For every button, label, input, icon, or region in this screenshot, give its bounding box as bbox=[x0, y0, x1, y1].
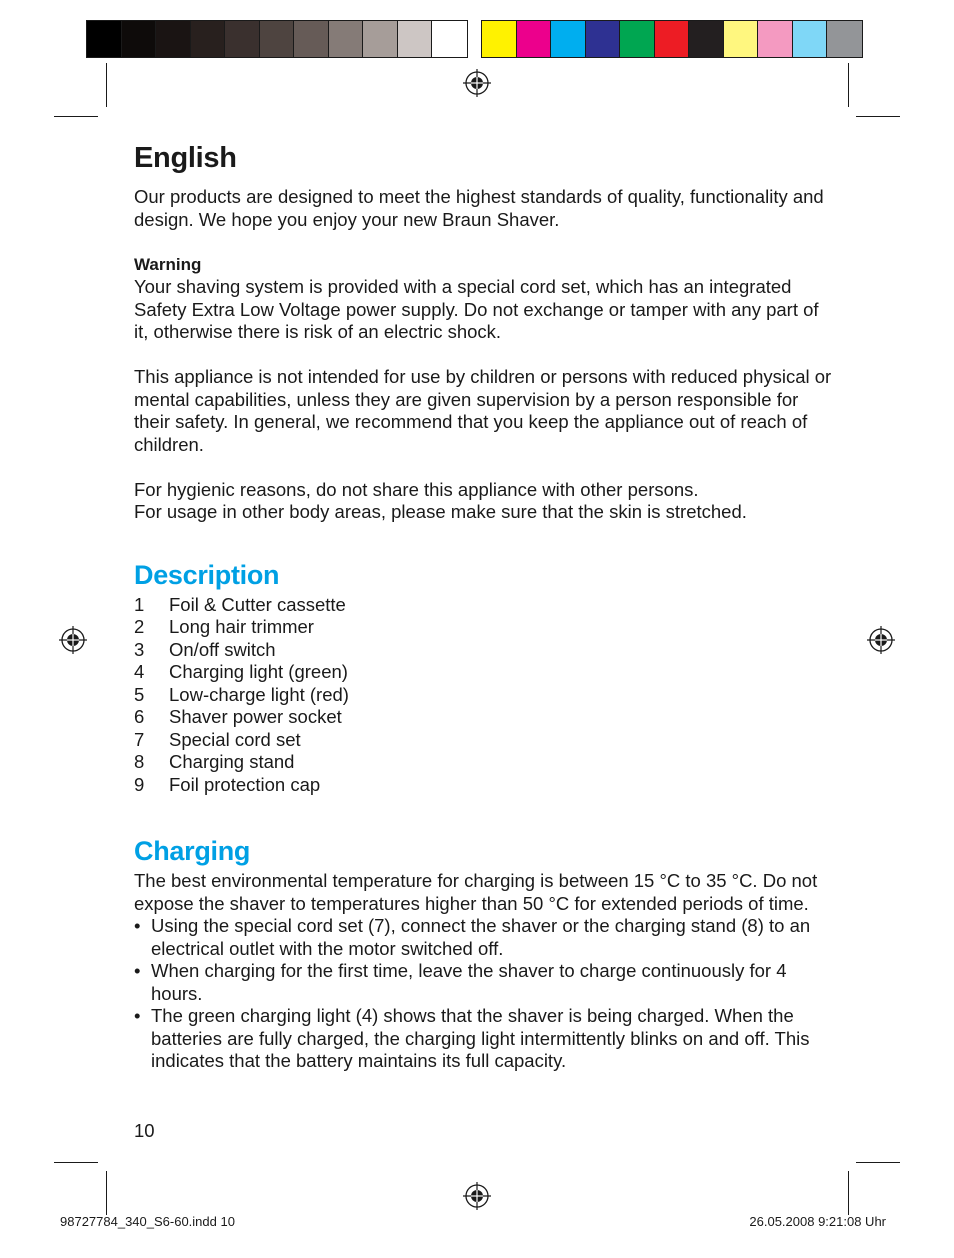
hygiene-line: For usage in other body areas, please make sure that the skin is stretched. bbox=[134, 501, 747, 522]
crop-mark bbox=[848, 1171, 849, 1215]
color-swatch bbox=[517, 21, 552, 57]
item-label: Low-charge light (red) bbox=[169, 683, 349, 705]
registration-mark-icon bbox=[463, 1182, 491, 1210]
list-item bbox=[134, 594, 834, 617]
list-item bbox=[134, 639, 834, 662]
charging-steps bbox=[134, 915, 834, 1073]
gray-swatch bbox=[329, 21, 364, 57]
color-swatch bbox=[586, 21, 621, 57]
print-slug-file: 98727784_340_S6-60.indd 10 bbox=[60, 1214, 235, 1229]
list-item bbox=[134, 729, 834, 752]
gray-swatch bbox=[294, 21, 329, 57]
item-number: 2 bbox=[134, 616, 145, 637]
intro-paragraph: Our products are designed to meet the highest standards of quality, functionality and design. We hope you enjoy your new Braun Shaver. bbox=[134, 186, 824, 230]
item-number: 3 bbox=[134, 638, 145, 660]
color-calibration-bar bbox=[481, 20, 863, 58]
list-item bbox=[134, 774, 834, 797]
item-number: 9 bbox=[134, 773, 145, 795]
warning-heading: Warning bbox=[134, 254, 202, 274]
item-number: 1 bbox=[134, 593, 145, 615]
charging-heading: Charging bbox=[134, 836, 251, 866]
gray-swatch bbox=[156, 21, 191, 57]
item-number: 8 bbox=[134, 751, 145, 772]
gray-swatch bbox=[225, 21, 260, 57]
color-swatch bbox=[724, 21, 759, 57]
color-swatch bbox=[482, 21, 517, 57]
registration-mark-icon bbox=[59, 626, 87, 654]
item-label: On/off switch bbox=[169, 638, 276, 660]
charging-intro: The best environmental temperature for charging is between 15 °C to 35 °C. Do not expose the shaver to temperatures higher than 50 °C for extended periods of time. bbox=[134, 870, 818, 914]
crop-mark bbox=[856, 116, 900, 117]
registration-mark-icon bbox=[463, 69, 491, 97]
item-number: 5 bbox=[134, 683, 145, 705]
item-label: Special cord set bbox=[169, 728, 301, 750]
gray-swatch bbox=[87, 21, 122, 57]
page-number: 10 bbox=[134, 1120, 155, 1141]
description-heading: Description bbox=[134, 559, 280, 590]
color-swatch bbox=[689, 21, 724, 57]
crop-mark bbox=[54, 116, 98, 117]
list-item bbox=[134, 616, 834, 639]
color-swatch bbox=[620, 21, 655, 57]
parts-list bbox=[134, 594, 834, 797]
color-swatch bbox=[793, 21, 828, 57]
gray-swatch bbox=[363, 21, 398, 57]
item-label: Foil & Cutter cassette bbox=[169, 593, 346, 615]
page-title: English bbox=[134, 142, 237, 174]
color-swatch bbox=[655, 21, 690, 57]
item-label: Long hair trimmer bbox=[169, 616, 314, 637]
item-label: Charging stand bbox=[169, 751, 295, 772]
crop-mark bbox=[54, 1162, 98, 1163]
crop-mark bbox=[106, 1171, 107, 1215]
list-item bbox=[134, 706, 834, 729]
warning-paragraph: Your shaving system is provided with a special cord set, which has an integrated Safety Extra Low Voltage power supply. Do not exchange or tamper with any part of it, otherwise there is risk of an electric shock. bbox=[134, 276, 819, 342]
color-swatch bbox=[827, 21, 862, 57]
gray-swatch bbox=[398, 21, 433, 57]
list-item bbox=[134, 661, 834, 684]
list-item: • Using the special cord set (7), connect the shaver or the charging stand (8) to an electrical outlet with the motor switched off. bbox=[134, 915, 834, 960]
item-label: Foil protection cap bbox=[169, 773, 321, 795]
gray-swatch bbox=[122, 21, 157, 57]
crop-mark bbox=[856, 1162, 900, 1163]
crop-mark bbox=[106, 63, 107, 107]
list-item bbox=[134, 684, 834, 707]
list-item: • When charging for the first time, leave the shaver to charge continuously for 4 hours. bbox=[134, 960, 834, 1005]
print-slug-date: 26.05.2008 9:21:08 Uhr bbox=[749, 1214, 886, 1229]
hygiene-line: For hygienic reasons, do not share this appliance with other persons. bbox=[134, 478, 699, 500]
item-number: 7 bbox=[134, 728, 145, 750]
list-item bbox=[134, 751, 834, 774]
gray-swatch bbox=[191, 21, 226, 57]
item-number: 6 bbox=[134, 706, 145, 727]
grayscale-calibration-bar bbox=[86, 20, 468, 58]
item-label: Shaver power socket bbox=[169, 706, 342, 727]
page-content bbox=[134, 140, 834, 1073]
item-label: Charging light (green) bbox=[169, 661, 348, 682]
color-swatch bbox=[551, 21, 586, 57]
registration-mark-icon bbox=[867, 626, 895, 654]
gray-swatch bbox=[260, 21, 295, 57]
item-number: 4 bbox=[134, 661, 145, 682]
crop-mark bbox=[848, 63, 849, 107]
warning-paragraph: This appliance is not intended for use by children or persons with reduced physical or mental capabilities, unless they are given supervision by a person responsible for their safety. In general, we recommend that you keep the appliance out of reach of children. bbox=[134, 366, 832, 455]
list-item: • The green charging light (4) shows that the shaver is being charged. When the batteries are fully charged, the charging light intermittently blinks on and off. This indicates that the battery maintains its full capacity. bbox=[134, 1005, 834, 1073]
color-swatch bbox=[758, 21, 793, 57]
gray-swatch bbox=[432, 21, 467, 57]
